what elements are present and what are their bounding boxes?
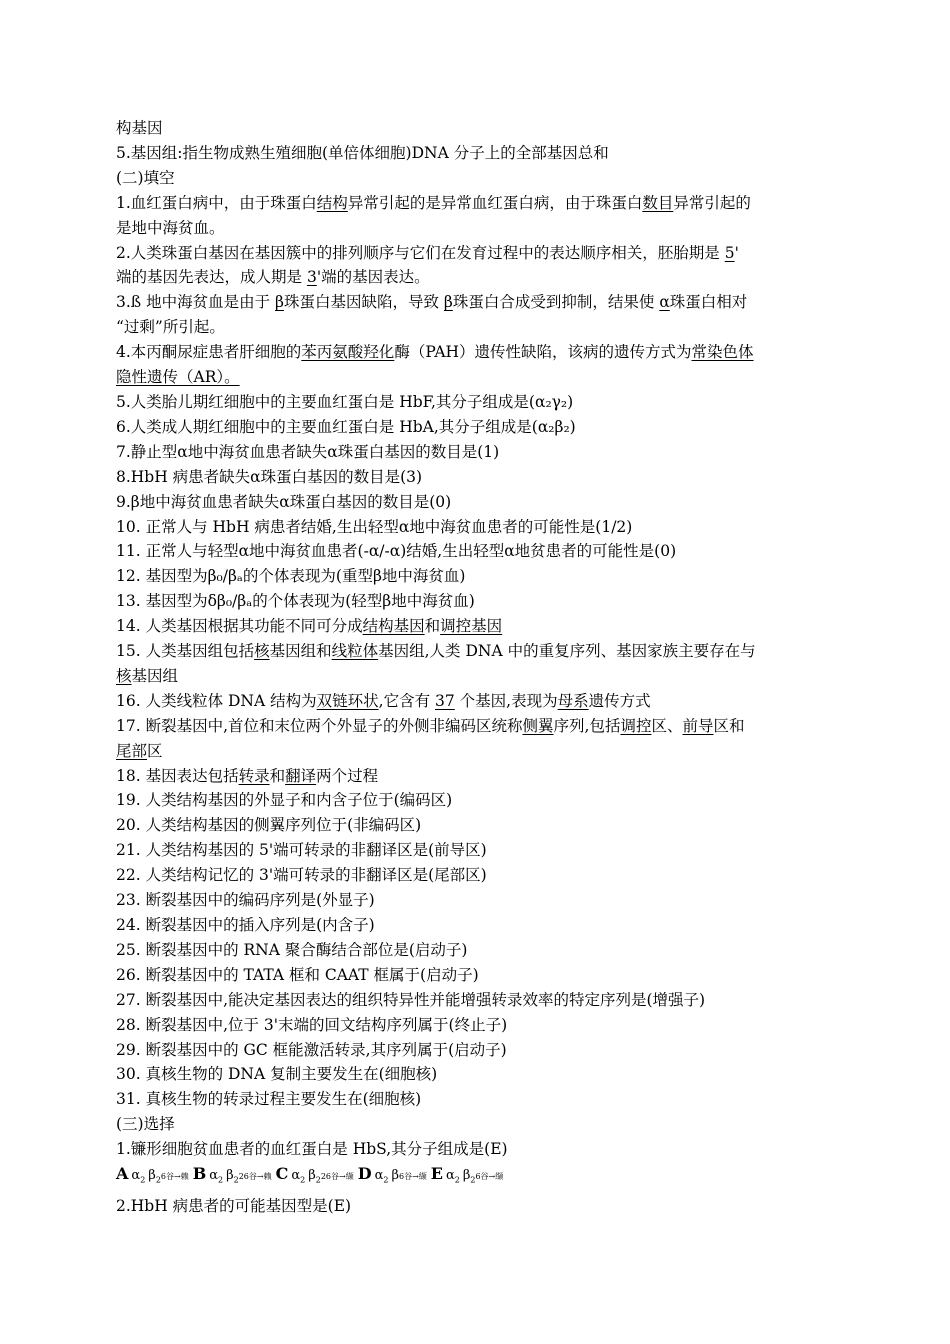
text-segment: 20. 人类结构基因的侧翼序列位于(非编码区) xyxy=(116,816,422,835)
underlined-answer: β xyxy=(275,293,284,312)
text-line xyxy=(116,390,894,415)
text-line xyxy=(116,465,894,490)
option-tail: 6谷→缬 xyxy=(475,1172,504,1182)
option-formula: α xyxy=(291,1168,301,1184)
underlined-answer: 常染色体 xyxy=(691,343,754,362)
text-line xyxy=(116,888,894,913)
text-segment: 端的基因先表达，成人期是 xyxy=(116,268,307,287)
text-segment: 1.血红蛋白病中，由于珠蛋白 xyxy=(116,193,317,212)
option-letter: C xyxy=(275,1164,289,1184)
text-segment: 22. 人类结构记忆的 3'端可转录的非翻译区是(尾部区) xyxy=(116,866,487,885)
text-line xyxy=(116,241,894,266)
text-line xyxy=(116,863,894,888)
text-segment: 序列,包括 xyxy=(553,716,621,735)
text-line xyxy=(116,265,894,290)
text-segment: 异常引起的是异常血红蛋白病，由于珠蛋白 xyxy=(347,193,643,212)
text-segment: 区 xyxy=(147,741,163,760)
text-segment: 基因组 xyxy=(131,666,179,685)
text-line xyxy=(116,664,894,689)
option-letter: A xyxy=(116,1164,129,1184)
text-line xyxy=(116,564,894,589)
option-tail: 6谷→缬 xyxy=(398,1172,427,1182)
text-segment: ,它含有 xyxy=(378,691,435,710)
text-segment: 24. 断裂基因中的插入序列是(内含子) xyxy=(116,916,375,934)
text-line xyxy=(116,589,894,614)
text-segment: 4.本丙酮尿症患者肝细胞的 xyxy=(116,343,302,362)
option-sub2: 2 xyxy=(470,1175,476,1185)
text-segment: 8.HbH 病患者缺失α珠蛋白基因的数目是(3) xyxy=(116,467,423,486)
text-line xyxy=(116,764,894,789)
text-segment: 个基因,表现为 xyxy=(454,691,558,710)
option-sub1: 2 xyxy=(454,1175,460,1185)
choice-option-d xyxy=(357,1164,427,1185)
underlined-answer: 母系 xyxy=(557,691,589,710)
option-formula: α xyxy=(209,1168,219,1184)
text-line xyxy=(116,1087,894,1112)
text-segment: 28. 断裂基因中,位于 3'末端的回文结构序列属于(终止子) xyxy=(116,1015,508,1034)
text-segment: 19. 人类结构基因的外显子和内含子位于(编码区) xyxy=(116,791,453,810)
text-segment: 31. 真核生物的转录过程主要发生在(细胞核) xyxy=(116,1090,422,1109)
text-segment: 27. 断裂基因中,能决定基因表达的组织特异性并能增强转录效率的特定序列是(增强子) xyxy=(116,990,706,1009)
option-letter: D xyxy=(357,1164,372,1184)
text-line xyxy=(116,963,894,988)
text-line xyxy=(116,714,894,739)
underlined-answer: 转录 xyxy=(238,766,270,785)
option-letter: B xyxy=(192,1164,207,1184)
option-tail: 26谷→缬 xyxy=(320,1172,354,1182)
text-line xyxy=(116,315,894,340)
option-mid: β xyxy=(148,1168,156,1184)
text-segment: 基因组和 xyxy=(269,642,332,661)
option-mid: β xyxy=(226,1168,234,1184)
text-segment: 珠蛋白相对 xyxy=(669,293,748,312)
text-segment: 11. 正常人与轻型α地中海贫血患者(-α/-α)结婚,生出轻型α地贫患者的可能性是(0) xyxy=(116,542,677,561)
choice-option-c xyxy=(275,1164,354,1185)
option-sub2: 2 xyxy=(155,1175,161,1185)
text-line xyxy=(116,216,894,241)
text-segment: 2.人类珠蛋白基因在基因簇中的排列顺序与它们在发育过程中的表达顺序相关，胚胎期是 xyxy=(116,243,725,262)
underlined-answer: 隐性遗传（AR）。 xyxy=(116,368,240,387)
text-segment: 13. 基因型为δβ₀/βₐ的个体表现为(轻型β地中海贫血) xyxy=(116,592,475,611)
text-line xyxy=(116,938,894,963)
text-line xyxy=(116,913,894,938)
choice-option-b xyxy=(192,1164,272,1185)
underlined-answer: 尾部 xyxy=(116,741,148,760)
text-segment: (三)选择 xyxy=(116,1115,175,1134)
text-segment: “过剩”所引起。 xyxy=(116,318,225,337)
underlined-answer: 前导 xyxy=(682,716,714,735)
text-segment: 18. 基因表达包括 xyxy=(116,766,239,785)
text-segment: 1.镰形细胞贫血患者的血红蛋白是 HbS,其分子组成是(E) xyxy=(116,1140,508,1159)
text-line xyxy=(116,415,894,440)
text-segment: 14. 人类基因根据其功能不同可分成 xyxy=(116,617,363,636)
text-line xyxy=(116,141,894,166)
text-segment: 26. 断裂基因中的 TATA 框和 CAAT 框属于(启动子) xyxy=(116,965,479,984)
text-segment: ' xyxy=(734,243,739,262)
text-segment: 5.人类胎儿期红细胞中的主要血红蛋白是 HbF,其分子组成是(α₂γ₂) xyxy=(116,392,574,411)
text-segment: 17. 断裂基因中,首位和末位两个外显子的外侧非编码区统称 xyxy=(116,716,523,735)
option-formula: α xyxy=(445,1168,455,1184)
option-tail: 6谷→赖 xyxy=(160,1172,189,1182)
text-line xyxy=(116,1062,894,1087)
text-segment: 是地中海贫血。 xyxy=(116,218,225,237)
option-tail: 26谷→赖 xyxy=(238,1172,272,1182)
text-line xyxy=(116,1013,894,1038)
text-line xyxy=(116,1137,894,1162)
underlined-answer: 核 xyxy=(116,666,132,685)
underlined-answer: β xyxy=(443,293,453,312)
text-segment: 21. 人类结构基因的 5'端可转录的非翻译区是(前导区) xyxy=(116,841,487,860)
underlined-answer: 翻译 xyxy=(285,766,317,785)
text-segment: 酶（PAH）遗传性缺陷，该病的遗传方式为 xyxy=(394,343,692,362)
text-line xyxy=(116,689,894,714)
text-segment: 构基因 xyxy=(116,119,163,137)
text-line xyxy=(116,739,894,764)
text-segment: 区和 xyxy=(713,716,745,735)
text-line xyxy=(116,440,894,465)
choice-options xyxy=(116,1162,894,1194)
text-segment: 和 xyxy=(269,766,286,785)
choice-option-e xyxy=(430,1164,504,1185)
option-letter: E xyxy=(430,1164,443,1184)
text-line xyxy=(116,515,894,540)
text-segment: 6.人类成人期红细胞中的主要血红蛋白是 HbA,其分子组成是(α₂β₂) xyxy=(116,417,576,436)
option-mid: β xyxy=(462,1168,471,1184)
text-line xyxy=(116,116,894,141)
text-line xyxy=(116,166,894,191)
text-segment: 23. 断裂基因中的编码序列是(外显子) xyxy=(116,891,375,910)
choice-option-a xyxy=(116,1164,189,1185)
underlined-answer: 调控 xyxy=(620,716,652,735)
text-line xyxy=(116,614,894,639)
text-line xyxy=(116,191,894,216)
underlined-answer: 5 xyxy=(724,243,735,262)
text-line xyxy=(116,1038,894,1063)
document-body xyxy=(116,116,894,1218)
text-segment: 25. 断裂基因中的 RNA 聚合酶结合部位是(启动子) xyxy=(116,940,468,959)
option-mid: β xyxy=(308,1168,316,1184)
text-line xyxy=(116,290,894,315)
underlined-answer: 数目 xyxy=(642,193,674,212)
text-segment: (二)填空 xyxy=(116,168,175,187)
text-segment: 基因组,人类 DNA 中的重复序列、基因家族主要存在与 xyxy=(378,642,756,661)
option-sub1: 2 xyxy=(218,1175,224,1185)
underlined-answer: 侧翼 xyxy=(522,716,554,735)
underlined-answer: 调控基因 xyxy=(440,617,503,636)
text-line xyxy=(116,813,894,838)
underlined-answer: 双链环状 xyxy=(316,691,379,710)
text-line xyxy=(116,788,894,813)
text-line xyxy=(116,988,894,1013)
text-segment: 和 xyxy=(424,617,441,636)
text-segment: 遗传方式 xyxy=(588,691,651,710)
text-line xyxy=(116,1112,894,1137)
text-line xyxy=(116,490,894,515)
text-line xyxy=(116,340,894,365)
option-formula: α xyxy=(131,1168,141,1184)
text-segment: 30. 真核生物的 DNA 复制主要发生在(细胞核) xyxy=(116,1065,438,1084)
text-segment: 珠蛋白合成受到抑制，结果使 xyxy=(452,293,660,312)
text-segment: 5.基因组:指生物成熟生殖细胞(单倍体细胞)DNA 分子上的全部基因总和 xyxy=(116,143,609,162)
text-segment: 3.ß 地中海贫血是由于 xyxy=(116,293,275,312)
text-segment: 9.β地中海贫血患者缺失α珠蛋白基因的数目是(0) xyxy=(116,492,452,511)
text-segment: 两个过程 xyxy=(316,766,379,785)
underlined-answer: 线粒体 xyxy=(331,642,379,661)
text-line xyxy=(116,838,894,863)
text-segment: 16. 人类线粒体 DNA 结构为 xyxy=(116,691,317,710)
underlined-answer: 结构基因 xyxy=(362,617,425,636)
text-segment: 异常引起的 xyxy=(673,193,751,212)
option-mid: β xyxy=(391,1168,399,1184)
option-sub2: 2 xyxy=(315,1175,321,1185)
option-sub2: 2 xyxy=(233,1175,239,1185)
text-segment: '端的基因表达。 xyxy=(316,268,430,287)
text-segment: 珠蛋白基因缺陷，导致 xyxy=(283,293,444,312)
underlined-answer: 37 xyxy=(435,691,455,710)
text-segment: 29. 断裂基因中的 GC 框能激活转录,其序列属于(启动子) xyxy=(116,1040,507,1059)
underlined-answer: 苯丙氨酸羟化 xyxy=(301,343,395,362)
option-formula: α xyxy=(374,1168,384,1184)
text-line: 2.HbH 病患者的可能基因型是(E) xyxy=(116,1196,352,1215)
underlined-answer: 核 xyxy=(254,642,270,661)
underlined-answer: 结构 xyxy=(316,193,348,212)
text-segment: 12. 基因型为β₀/βₐ的个体表现为(重型β地中海贫血) xyxy=(116,567,466,586)
underlined-answer: 3 xyxy=(306,268,317,287)
text-segment: 15. 人类基因组包括 xyxy=(116,642,255,661)
text-line xyxy=(116,539,894,564)
option-sub1: 2 xyxy=(383,1175,389,1185)
text-segment: 10. 正常人与 HbH 病患者结婚,生出轻型α地中海贫血患者的可能性是(1/2) xyxy=(116,517,633,536)
option-sub1: 2 xyxy=(300,1175,306,1185)
text-segment: 区、 xyxy=(651,716,683,735)
text-line xyxy=(116,639,894,664)
text-line xyxy=(116,365,894,390)
text-segment: 7.静止型α地中海贫血患者缺失α珠蛋白基因的数目是(1) xyxy=(116,442,500,461)
underlined-answer: α xyxy=(659,293,670,312)
option-sub1: 2 xyxy=(140,1175,146,1185)
